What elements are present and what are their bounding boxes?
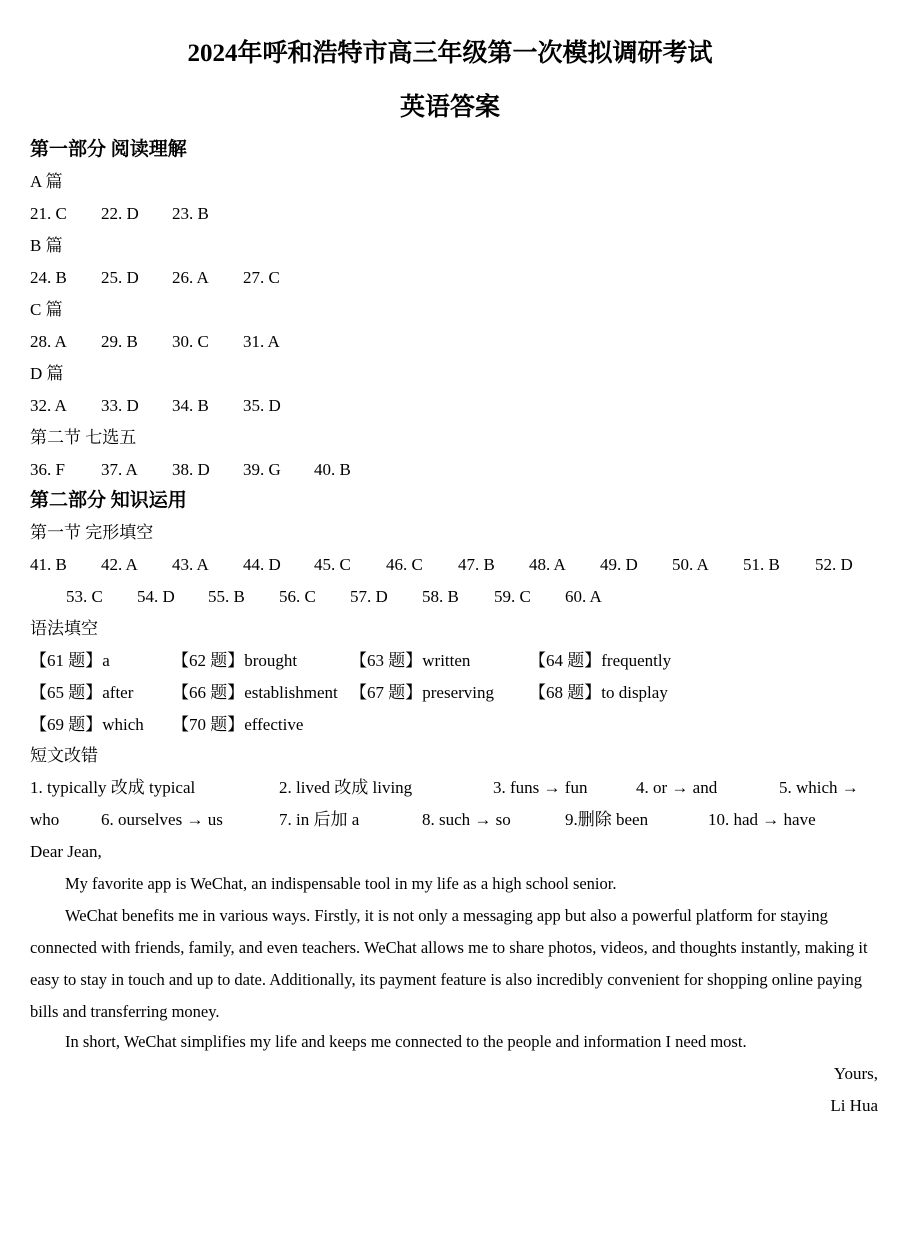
answer-item: 【69 题】which <box>30 715 144 734</box>
answer-item: 53. C <box>66 587 103 606</box>
answer-item: 52. D <box>815 555 853 574</box>
answer-item: 27. C <box>243 268 280 287</box>
answer-item: 10. had → have <box>708 810 816 829</box>
answer-item: 【64 题】frequently <box>529 651 672 670</box>
section-d-label: D 篇 <box>30 364 64 383</box>
answer-item: 60. A <box>565 587 602 606</box>
answer-item: 57. D <box>350 587 388 606</box>
answer-item: 24. B <box>30 268 67 287</box>
answer-item: 8. such → so <box>422 810 511 829</box>
answer-item: 35. D <box>243 396 281 415</box>
answer-item: 40. B <box>314 460 351 479</box>
answer-item: 22. D <box>101 204 139 223</box>
part1-heading: 第一部分 阅读理解 <box>30 139 187 160</box>
answer-item: 41. B <box>30 555 67 574</box>
part2-heading: 第二部分 知识运用 <box>30 490 187 511</box>
answer-item: 51. B <box>743 555 780 574</box>
answer-item: 【66 题】establishment <box>172 683 338 702</box>
answer-item: 5. which → <box>779 778 859 797</box>
cloze-answers-row1 <box>30 549 880 581</box>
answer-item: 【67 题】preserving <box>350 683 495 702</box>
letter-paragraph-1: My favorite app is WeChat, an indispensable tool in my life as a high school senior. <box>65 874 617 893</box>
answer-item: 1. typically 改成 typical <box>30 778 196 797</box>
correction-label: 短文改错 <box>30 746 98 765</box>
answer-item: who <box>30 810 60 829</box>
answer-item: 【65 题】after <box>30 683 134 702</box>
section-d-answers <box>30 390 380 422</box>
cloze-answers-row2 <box>66 581 666 613</box>
answer-item: 42. A <box>101 555 138 574</box>
letter-greeting: Dear Jean, <box>30 842 102 861</box>
answer-item: 28. A <box>30 332 67 351</box>
answer-item: 55. B <box>208 587 245 606</box>
letter-paragraph-2: WeChat benefits me in various ways. Firstly, it is not only a messaging app but also a powerful platform for staying connected with friends, family, and even teachers. WeChat allows me to share photos, videos, and thoughts instantly, making it easy to stay in touch and up to date. Additionally, its payment feature is also incredibly convenient for shopping online paying bills and transferring money. <box>30 906 868 1021</box>
answer-item: 47. B <box>458 555 495 574</box>
section2-answers <box>30 454 430 486</box>
grammar-answers-row1 <box>30 645 880 677</box>
answer-item: 4. or → and <box>636 778 718 797</box>
answer-item: 6. ourselves → us <box>101 810 223 829</box>
answer-item: 25. D <box>101 268 139 287</box>
answer-item: 34. B <box>172 396 209 415</box>
answer-item: 49. D <box>600 555 638 574</box>
section-c-label: C 篇 <box>30 300 63 319</box>
answer-item: 21. C <box>30 204 67 223</box>
answer-item: 59. C <box>494 587 531 606</box>
page-subtitle: 英语答案 <box>399 94 500 121</box>
letter-paragraph-3: In short, WeChat simplifies my life and keeps me connected to the people and information I need most. <box>65 1032 747 1051</box>
answer-item: 44. D <box>243 555 281 574</box>
answer-item: 54. D <box>137 587 175 606</box>
answer-item: 31. A <box>243 332 280 351</box>
answer-item: 32. A <box>30 396 67 415</box>
answer-item: 3. funs → fun <box>493 778 588 797</box>
cloze-label: 第一节 完形填空 <box>30 523 154 542</box>
page-title: 2024年呼和浩特市高三年级第一次模拟调研考试 <box>187 40 713 67</box>
answer-item: 56. C <box>279 587 316 606</box>
answer-item: 39. G <box>243 460 281 479</box>
letter-signature: Li Hua <box>830 1096 878 1115</box>
section-a-label: A 篇 <box>30 172 63 191</box>
correction-answers-row1 <box>30 772 880 804</box>
answer-item: 【61 题】a <box>30 651 110 670</box>
answer-item: 【68 题】to display <box>529 683 668 702</box>
section-a-answers <box>30 198 330 230</box>
answer-item: 7. in 后加 a <box>279 810 360 829</box>
answer-item: 46. C <box>386 555 423 574</box>
answer-item: 9.删除 been <box>565 810 649 829</box>
answer-item: 30. C <box>172 332 209 351</box>
section-c-answers <box>30 326 380 358</box>
answer-item: 23. B <box>172 204 209 223</box>
answer-item: 29. B <box>101 332 138 351</box>
answer-item: 36. F <box>30 460 65 479</box>
answer-item: 45. C <box>314 555 351 574</box>
answer-item: 2. lived 改成 living <box>279 778 413 797</box>
grammar-answers-row3 <box>30 709 880 741</box>
grammar-answers-row2 <box>30 677 880 709</box>
answer-item: 38. D <box>172 460 210 479</box>
answer-item: 26. A <box>172 268 209 287</box>
correction-answers-row2 <box>30 804 880 836</box>
answer-item: 48. A <box>529 555 566 574</box>
answer-item: 58. B <box>422 587 459 606</box>
answer-item: 50. A <box>672 555 709 574</box>
answer-item: 33. D <box>101 396 139 415</box>
answer-item: 37. A <box>101 460 138 479</box>
section2-label: 第二节 七选五 <box>30 428 137 447</box>
answer-item: 【62 题】brought <box>172 651 298 670</box>
letter-closing: Yours, <box>833 1064 878 1083</box>
answer-item: 【70 题】effective <box>172 715 304 734</box>
answer-item: 43. A <box>172 555 209 574</box>
section-b-answers <box>30 262 380 294</box>
section-b-label: B 篇 <box>30 236 63 255</box>
grammar-label: 语法填空 <box>30 619 98 638</box>
answer-item: 【63 题】written <box>350 651 471 670</box>
